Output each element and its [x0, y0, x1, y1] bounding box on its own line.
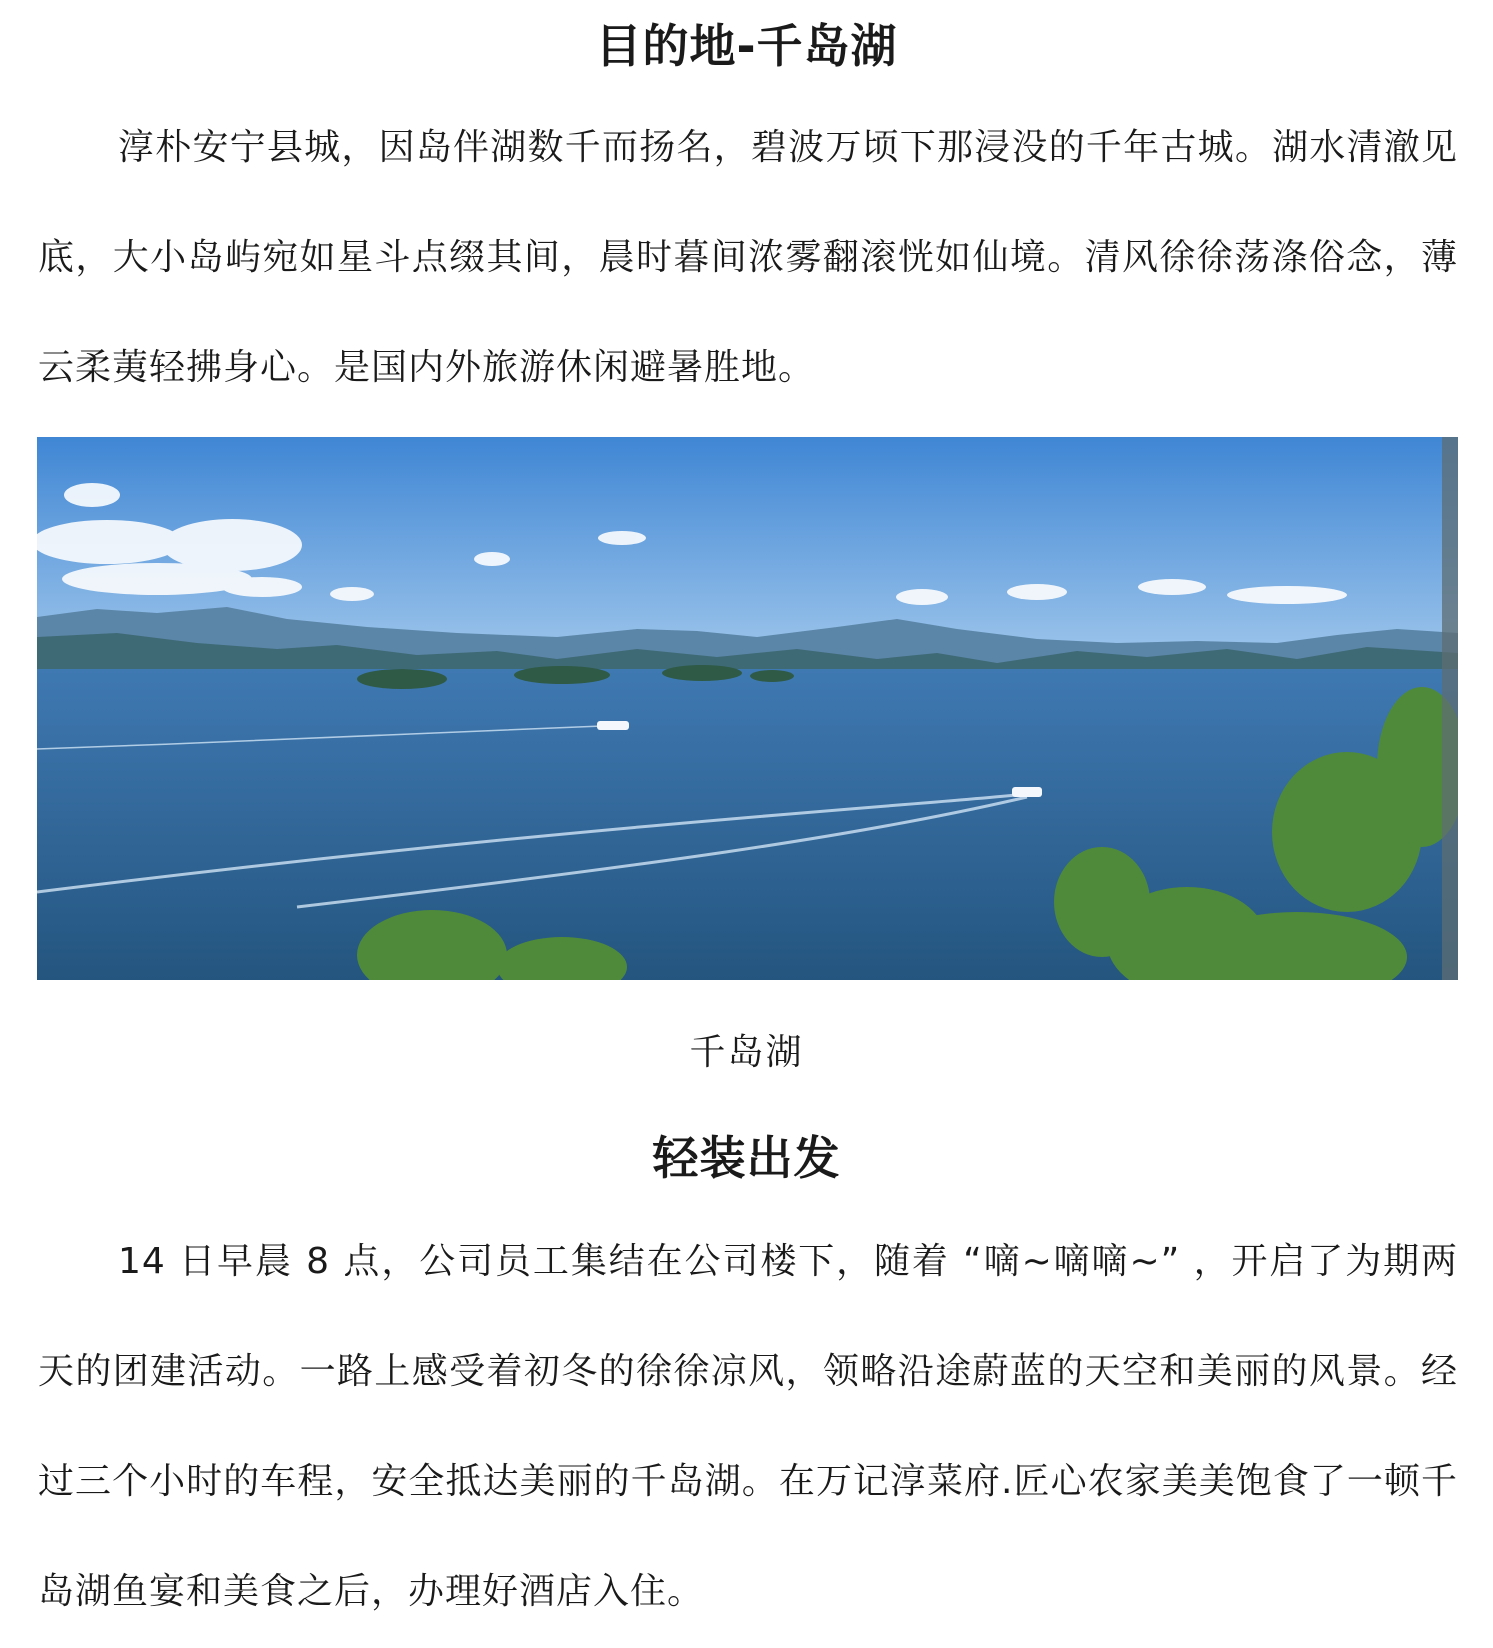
departure-paragraph: 14 日早晨 8 点，公司员工集结在公司楼下，随着 “嘀~嘀嘀~” ，开启了为期两天的团建活动。一路上感受着初冬的徐徐凉风，领略沿途蔚蓝的天空和美丽的风景。经过三个小时的车程，安全抵达美丽的千岛湖。在万记淳菜府.匠心农家美美饱食了一顿千岛湖鱼宴和美食之后，办理好酒店入住。	[38, 1241, 1458, 1612]
photo-caption: 千岛湖	[689, 1032, 804, 1073]
window-frame	[1442, 437, 1458, 980]
lake-photo-illustration	[37, 437, 1458, 980]
section-title-destination: 目的地-千岛湖	[595, 19, 898, 73]
lake-photo	[37, 437, 1458, 980]
section-title-departure: 轻装出发	[652, 1131, 841, 1185]
destination-paragraph: 淳朴安宁县城，因岛伴湖数千而扬名，碧波万顷下那浸没的千年古城。湖水清澈见底，大小岛屿宛如星斗点缀其间，晨时暮间浓雾翻滚恍如仙境。清风徐徐荡涤俗念，薄云柔荑轻拂身心。是国内外旅游休闲避暑胜地。	[38, 127, 1458, 388]
